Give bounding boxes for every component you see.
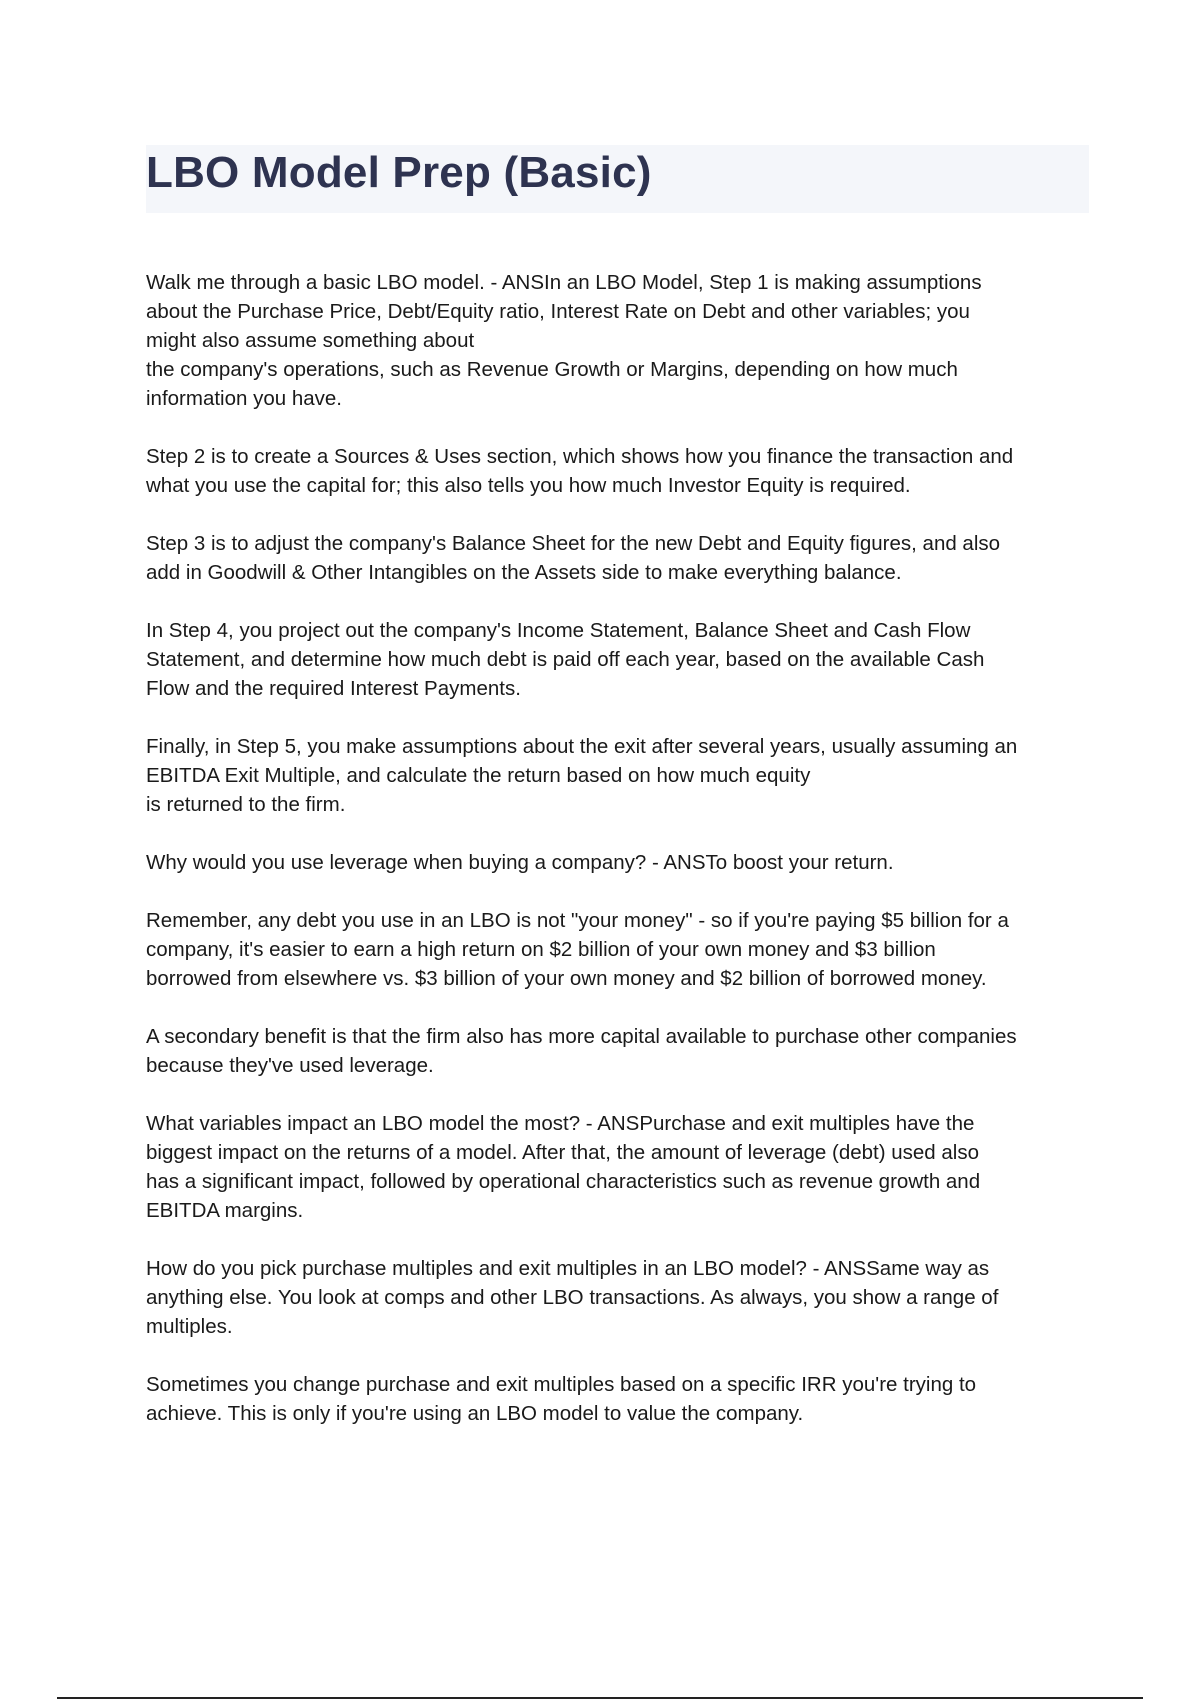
footer-divider <box>57 1697 1143 1699</box>
text-line: Finally, in Step 5, you make assumptions about the exit after several years, usually assuming an <box>146 735 1018 758</box>
paragraph-variables-impact <box>146 1109 1091 1225</box>
text-line: biggest impact on the returns of a model. After that, the amount of leverage (debt) used also <box>146 1141 980 1164</box>
text-line: What variables impact an LBO model the most? - ANSPurchase and exit multiples have the <box>146 1112 975 1135</box>
text-line: Statement, and determine how much debt is paid off each year, based on the available Cash <box>146 648 985 671</box>
document-body <box>146 268 1091 1457</box>
text-line: A secondary benefit is that the firm also has more capital available to purchase other companies <box>146 1025 1017 1048</box>
paragraph-leverage-question <box>146 848 1091 877</box>
text-line: EBITDA Exit Multiple, and calculate the return based on how much equity <box>146 764 811 787</box>
text-line: the company's operations, such as Revenue Growth or Margins, depending on how much <box>146 358 958 381</box>
text-line: has a significant impact, followed by operational characteristics such as revenue growth and <box>146 1170 981 1193</box>
page-title: LBO Model Prep (Basic) <box>146 148 652 197</box>
paragraph-pick-multiples <box>146 1254 1091 1341</box>
text-line: Why would you use leverage when buying a company? - ANSTo boost your return. <box>146 851 894 874</box>
text-line: about the Purchase Price, Debt/Equity ratio, Interest Rate on Debt and other variables; you <box>146 300 970 323</box>
paragraph-irr-multiples <box>146 1370 1091 1428</box>
text-line: might also assume something about <box>146 329 475 352</box>
text-line: achieve. This is only if you're using an LBO model to value the company. <box>146 1402 804 1425</box>
text-line: Flow and the required Interest Payments. <box>146 677 521 700</box>
text-line: because they've used leverage. <box>146 1054 434 1077</box>
text-line: In Step 4, you project out the company's Income Statement, Balance Sheet and Cash Flow <box>146 619 971 642</box>
text-line: anything else. You look at comps and other LBO transactions. As always, you show a range of <box>146 1286 999 1309</box>
text-line: add in Goodwill & Other Intangibles on the Assets side to make everything balance. <box>146 561 902 584</box>
text-line: multiples. <box>146 1315 233 1338</box>
paragraph-step-1 <box>146 268 1091 413</box>
text-line: is returned to the firm. <box>146 793 346 816</box>
text-line: How do you pick purchase multiples and exit multiples in an LBO model? - ANSSame way as <box>146 1257 990 1280</box>
text-line: Remember, any debt you use in an LBO is not "your money" - so if you're paying $5 billion for a <box>146 909 1009 932</box>
text-line: Step 3 is to adjust the company's Balance Sheet for the new Debt and Equity figures, and also <box>146 532 1001 555</box>
paragraph-step-2 <box>146 442 1091 500</box>
text-line: Sometimes you change purchase and exit multiples based on a specific IRR you're trying to <box>146 1373 977 1396</box>
text-line: Step 2 is to create a Sources & Uses section, which shows how you finance the transaction and <box>146 445 1014 468</box>
text-line: borrowed from elsewhere vs. $3 billion of your own money and $2 billion of borrowed money. <box>146 967 987 990</box>
text-line: company, it's easier to earn a high return on $2 billion of your own money and $3 billion <box>146 938 936 961</box>
text-line: what you use the capital for; this also tells you how much Investor Equity is required. <box>146 474 911 497</box>
paragraph-step-4 <box>146 616 1091 703</box>
paragraph-step-5 <box>146 732 1091 819</box>
paragraph-leverage-explanation <box>146 906 1091 993</box>
text-line: Walk me through a basic LBO model. - ANSIn an LBO Model, Step 1 is making assumptions <box>146 271 982 294</box>
paragraph-step-3 <box>146 529 1091 587</box>
text-line: EBITDA margins. <box>146 1199 304 1222</box>
text-line: information you have. <box>146 387 343 410</box>
paragraph-secondary-benefit <box>146 1022 1091 1080</box>
